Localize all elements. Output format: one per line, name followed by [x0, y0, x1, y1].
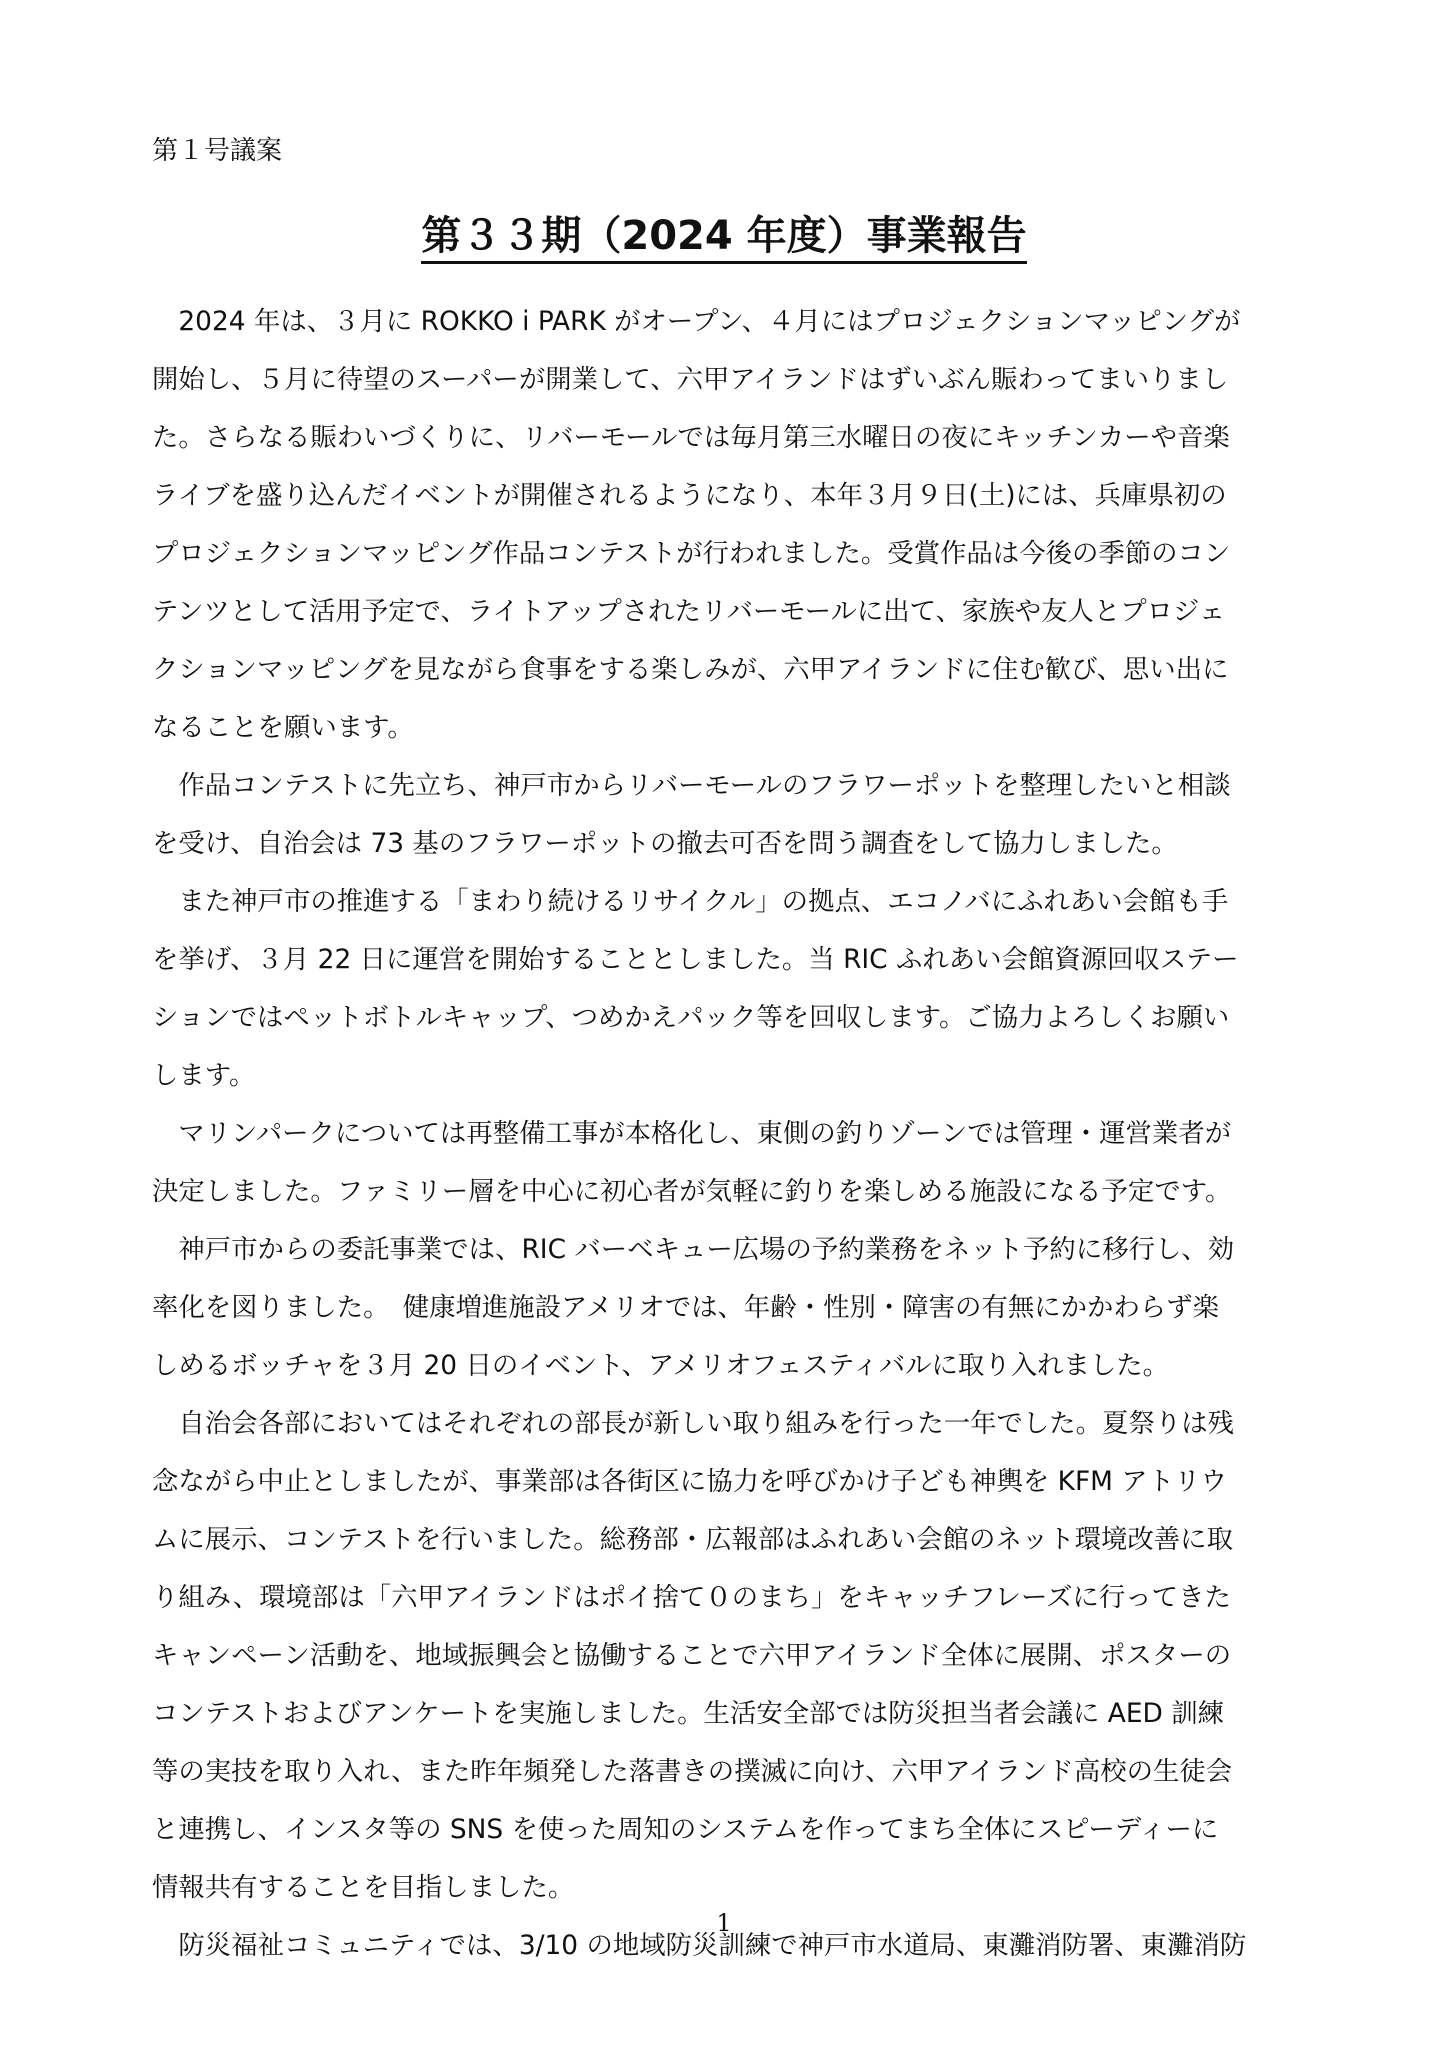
- body-line: クションマッピングを見ながら食事をする楽しみが、六甲アイランドに住む歓び、思い出に: [152, 654, 1229, 685]
- body-line: 率化を図りました。 健康増進施設アメリオでは、年齢・性別・障害の有無にかかわらず楽: [152, 1292, 1219, 1323]
- body-line: と連携し、インスタ等の SNS を使った周知のシステムを作ってまち全体にスピーディーに: [152, 1814, 1219, 1845]
- body-line: テンツとして活用予定で、ライトアップされたリバーモールに出て、家族や友人とプロジェ: [152, 596, 1226, 627]
- body-line: なることを願います。: [152, 712, 414, 743]
- body-line: 防災福祉コミュニティでは、3/10 の地域防災訓練で神戸市水道局、東灘消防署、東灘消防: [152, 1930, 1247, 1961]
- body-line: 開始し、５月に待望のスーパーが開業して、六甲アイランドはずいぶん賑わってまいりまし: [152, 364, 1229, 395]
- body-line: ションではペットボトルキャップ、つめかえパック等を回収します。ご協力よろしくお願い: [152, 1002, 1230, 1033]
- body-line: しめるボッチャを３月 20 日のイベント、アメリオフェスティバルに取り入れました。: [152, 1350, 1170, 1381]
- body-line: また神戸市の推進する「まわり続けるリサイクル」の拠点、エコノバにふれあい会館も手: [152, 886, 1229, 917]
- body-line: 決定しました。ファミリー層を中心に初心者が気軽に釣りを楽しめる施設になる予定です。: [152, 1176, 1232, 1207]
- proposal-number: 第１号議案: [152, 136, 283, 166]
- body-line: コンテストおよびアンケートを実施しました。生活安全部では防災担当者会議に AED 訓練: [152, 1698, 1225, 1729]
- document-title: 第３３期（2024 年度）事業報告: [421, 213, 1026, 264]
- body-line: た。さらなる賑わいづくりに、リバーモールでは毎月第三水曜日の夜にキッチンカーや音楽: [152, 422, 1230, 453]
- body-line: キャンペーン活動を、地域振興会と協働することで六甲アイランド全体に展開、ポスターの: [152, 1640, 1232, 1671]
- body-line: 念ながら中止としましたが、事業部は各街区に協力を呼びかけ子ども神輿を KFM アトリウ: [152, 1466, 1227, 1497]
- body-line: 等の実技を取り入れ、また昨年頻発した落書きの撲滅に向け、六甲アイランド高校の生徒会: [152, 1756, 1233, 1787]
- body-line: ムに展示、コンテストを行いました。総務部・広報部はふれあい会館のネット環境改善に取: [152, 1524, 1233, 1555]
- body-line: マリンパークについては再整備工事が本格化し、東側の釣りゾーンでは管理・運営業者が: [152, 1118, 1232, 1149]
- body-line: を受け、自治会は 73 基のフラワーポットの撤去可否を問う調査をして協力しました。: [152, 828, 1178, 859]
- document-title-wrapper: [0, 210, 1448, 262]
- body-line: 作品コンテストに先立ち、神戸市からリバーモールのフラワーポットを整理したいと相談: [152, 770, 1231, 801]
- body-line: します。: [152, 1060, 256, 1091]
- body-line: 情報共有することを目指しました。: [152, 1872, 575, 1903]
- report-body: [152, 293, 1332, 1975]
- body-line: ライブを盛り込んだイベントが開催されるようになり、本年３月９日(土)には、兵庫県初の: [152, 480, 1227, 511]
- body-line: 神戸市からの委託事業では、RIC バーベキュー広場の予約業務をネット予約に移行し、効: [152, 1234, 1235, 1265]
- body-line: 2024 年は、３月に ROKKO i PARK がオープン、４月にはプロジェクションマッピングが: [152, 306, 1241, 337]
- page-number: 1: [716, 1909, 732, 1937]
- body-line: 自治会各部においてはそれぞれの部長が新しい取り組みを行った一年でした。夏祭りは残: [152, 1408, 1235, 1439]
- body-line: を挙げ、３月 22 日に運営を開始することとしました。当 RIC ふれあい会館資源回収ステー: [152, 944, 1239, 975]
- body-line: プロジェクションマッピング作品コンテストが行われました。受賞作品は今後の季節のコン: [152, 538, 1231, 569]
- body-line: り組み、環境部は「六甲アイランドはポイ捨て０のまち」をキャッチフレーズに行ってきた: [152, 1582, 1231, 1613]
